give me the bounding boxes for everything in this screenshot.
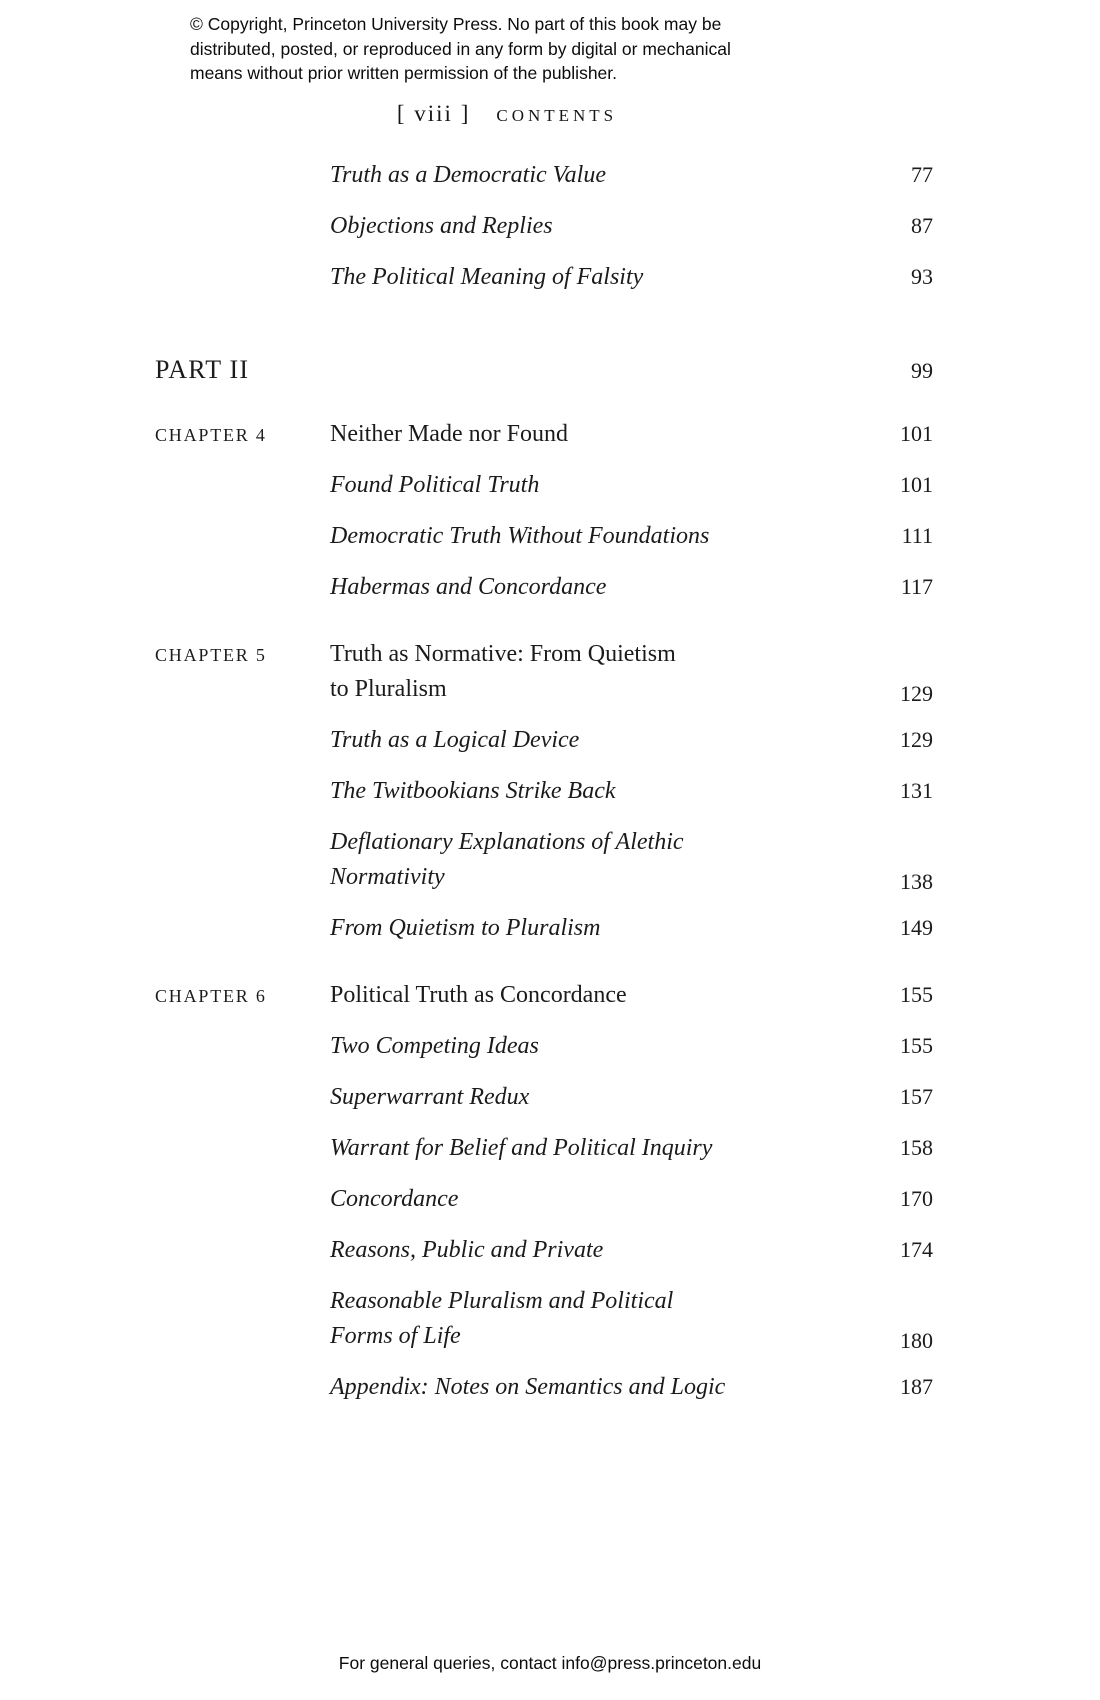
page-number: 87: [911, 213, 933, 238]
toc-entry: [155, 468, 933, 503]
entry-title: Objections and Replies: [330, 213, 553, 239]
page-number: 138: [900, 869, 933, 894]
page-number: 157: [900, 1084, 933, 1109]
entry-title: Two Competing Ideas: [330, 1033, 539, 1059]
toc-chapter-entry: [155, 637, 933, 707]
entry-title: Reasonable Pluralism and Political Forms of Life: [330, 1288, 674, 1349]
entry-title: Warrant for Belief and Political Inquiry: [330, 1135, 713, 1161]
toc-entry: [155, 1131, 933, 1166]
entry-title: Appendix: Notes on Semantics and Logic: [330, 1374, 726, 1400]
entry-title: Truth as Normative: From Quietism to Pluralism: [330, 641, 676, 702]
entry-title: Deflationary Explanations of Alethic Normativity: [330, 829, 684, 890]
entry-title: Democratic Truth Without Foundations: [330, 523, 710, 549]
toc-entry: [155, 825, 933, 895]
page-number: 174: [900, 1237, 933, 1262]
entry-title: Found Political Truth: [330, 472, 540, 498]
part-label: PART II: [155, 355, 250, 384]
toc-entry: [155, 1370, 933, 1405]
toc-entry: [155, 209, 933, 244]
page-number: 149: [900, 915, 933, 940]
page-number: 99: [911, 358, 933, 383]
page-folio: [ viii ]: [396, 101, 471, 126]
entry-title: Political Truth as Concordance: [330, 982, 627, 1008]
toc-chapter-entry: [155, 417, 933, 452]
entry-title: Superwarrant Redux: [330, 1084, 530, 1110]
page-number: 170: [900, 1186, 933, 1211]
toc-entry: [155, 519, 933, 554]
table-of-contents: [155, 158, 933, 1405]
toc-chapter-entry: [155, 978, 933, 1013]
entry-title: From Quietism to Pluralism: [330, 915, 601, 941]
entry-title: Truth as a Democratic Value: [330, 162, 606, 188]
toc-entry: [155, 1080, 933, 1115]
page-number: 117: [900, 574, 933, 599]
entry-title: The Political Meaning of Falsity: [330, 264, 644, 290]
copyright-line: © Copyright, Princeton University Press. No part of this book may be: [190, 14, 722, 34]
copyright-notice: [190, 12, 850, 86]
chapter-label: CHAPTER 4: [155, 425, 267, 445]
toc-entry: [155, 570, 933, 605]
queries-contact-line: For general queries, contact info@press.princeton.edu: [338, 1653, 762, 1673]
page-number: 77: [911, 162, 933, 187]
page-number: 129: [900, 727, 933, 752]
toc-entry: [155, 1284, 933, 1354]
running-head: [0, 101, 1014, 127]
copyright-line: means without prior written permission of the publisher.: [190, 63, 618, 83]
entry-title: Reasons, Public and Private: [330, 1237, 604, 1263]
toc-entry: [155, 1233, 933, 1268]
entry-title: The Twitbookians Strike Back: [330, 778, 616, 804]
contents-heading: CONTENTS: [496, 106, 618, 125]
chapter-label: CHAPTER 5: [155, 645, 267, 665]
page-number: 187: [900, 1374, 933, 1399]
toc-entry: [155, 723, 933, 758]
toc-entry: [155, 774, 933, 809]
page-number: 101: [900, 472, 933, 497]
toc-entry: [155, 911, 933, 946]
page-number: 111: [901, 523, 933, 548]
entry-title: Neither Made nor Found: [330, 421, 568, 447]
toc-entry: [155, 1182, 933, 1217]
toc-entry: [155, 158, 933, 193]
copyright-line: distributed, posted, or reproduced in any form by digital or mechanical: [190, 38, 731, 59]
page-number: 129: [900, 681, 933, 706]
toc-part-entry: [155, 355, 933, 385]
toc-entry: [155, 1029, 933, 1064]
page-number: 101: [900, 421, 933, 446]
toc-entry: [155, 260, 933, 295]
page-number: 131: [900, 778, 933, 803]
page-number: 155: [900, 982, 933, 1007]
chapter-label: CHAPTER 6: [155, 986, 267, 1006]
page-number: 93: [911, 264, 933, 289]
page-number: 180: [900, 1328, 933, 1353]
page-number: 155: [900, 1033, 933, 1058]
entry-title: Concordance: [330, 1186, 459, 1212]
entry-title: Habermas and Concordance: [330, 574, 607, 600]
entry-title: Truth as a Logical Device: [330, 727, 580, 753]
page-number: 158: [900, 1135, 933, 1160]
